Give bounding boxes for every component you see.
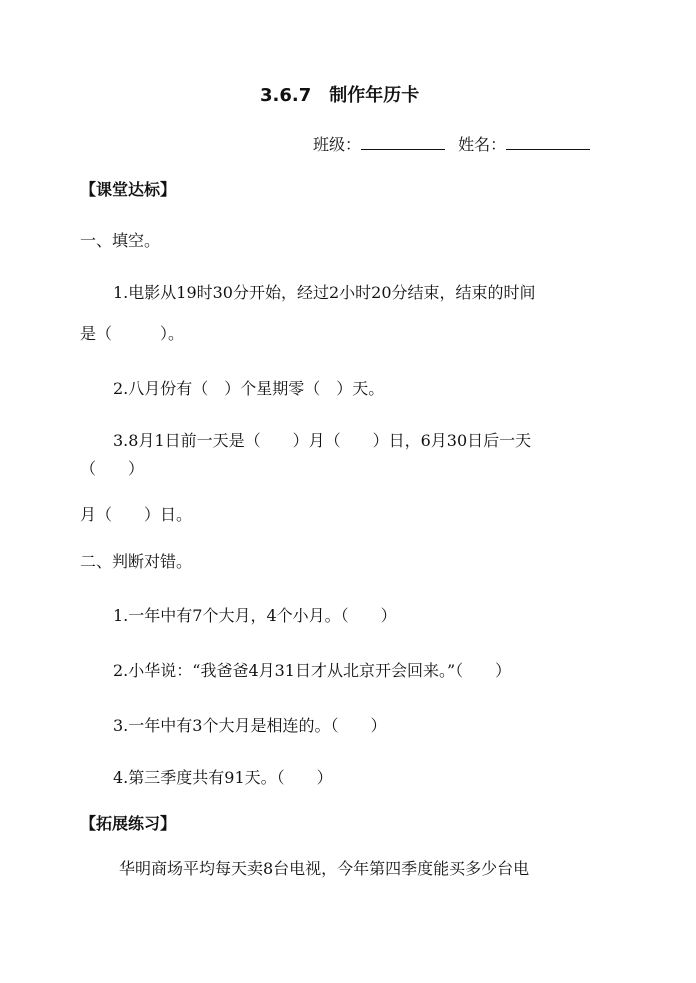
name-label: 姓名： xyxy=(458,135,507,154)
judge-question-3: 3.一年中有3个大月是相连的。（ ） xyxy=(113,716,387,735)
classroom-heading: 【课堂达标】 xyxy=(80,180,177,199)
name-blank[interactable] xyxy=(506,133,590,150)
fill-question-3-line-2: （ ） xyxy=(80,459,145,478)
judge-question-2: 2.小华说：“我爸爸4月31日才从北京开会回来。”（ ） xyxy=(113,661,512,680)
fill-question-3-line-3: 月（ ）日。 xyxy=(80,505,193,524)
fill-question-1-line-1: 1.电影从19时30分开始，经过2小时20分结束，结束的时间 xyxy=(113,283,536,302)
extension-problem-line-1: 华明商场平均每天卖8台电视，今年第四季度能买多少台电 xyxy=(119,859,530,878)
judge-question-4: 4.第三季度共有91天。（ ） xyxy=(113,768,333,787)
class-blank[interactable] xyxy=(361,133,445,150)
student-info-line xyxy=(313,133,590,155)
page-title: 3.6.7 制作年历卡 xyxy=(260,85,420,106)
fill-question-3-line-1: 3.8月1日前一天是（ ）月（ ）日，6月30日后一天 xyxy=(113,431,532,450)
class-label: 班级： xyxy=(313,135,362,154)
fill-in-heading: 一、填空。 xyxy=(80,231,161,250)
judge-question-1: 1.一年中有7个大月，4个小月。（ ） xyxy=(113,606,397,625)
fill-question-2: 2.八月份有（ ）个星期零（ ）天。 xyxy=(113,379,385,398)
fill-question-1-line-2: 是（ ）。 xyxy=(80,324,185,343)
true-false-heading: 二、判断对错。 xyxy=(80,552,193,571)
extension-heading: 【拓展练习】 xyxy=(80,814,177,833)
